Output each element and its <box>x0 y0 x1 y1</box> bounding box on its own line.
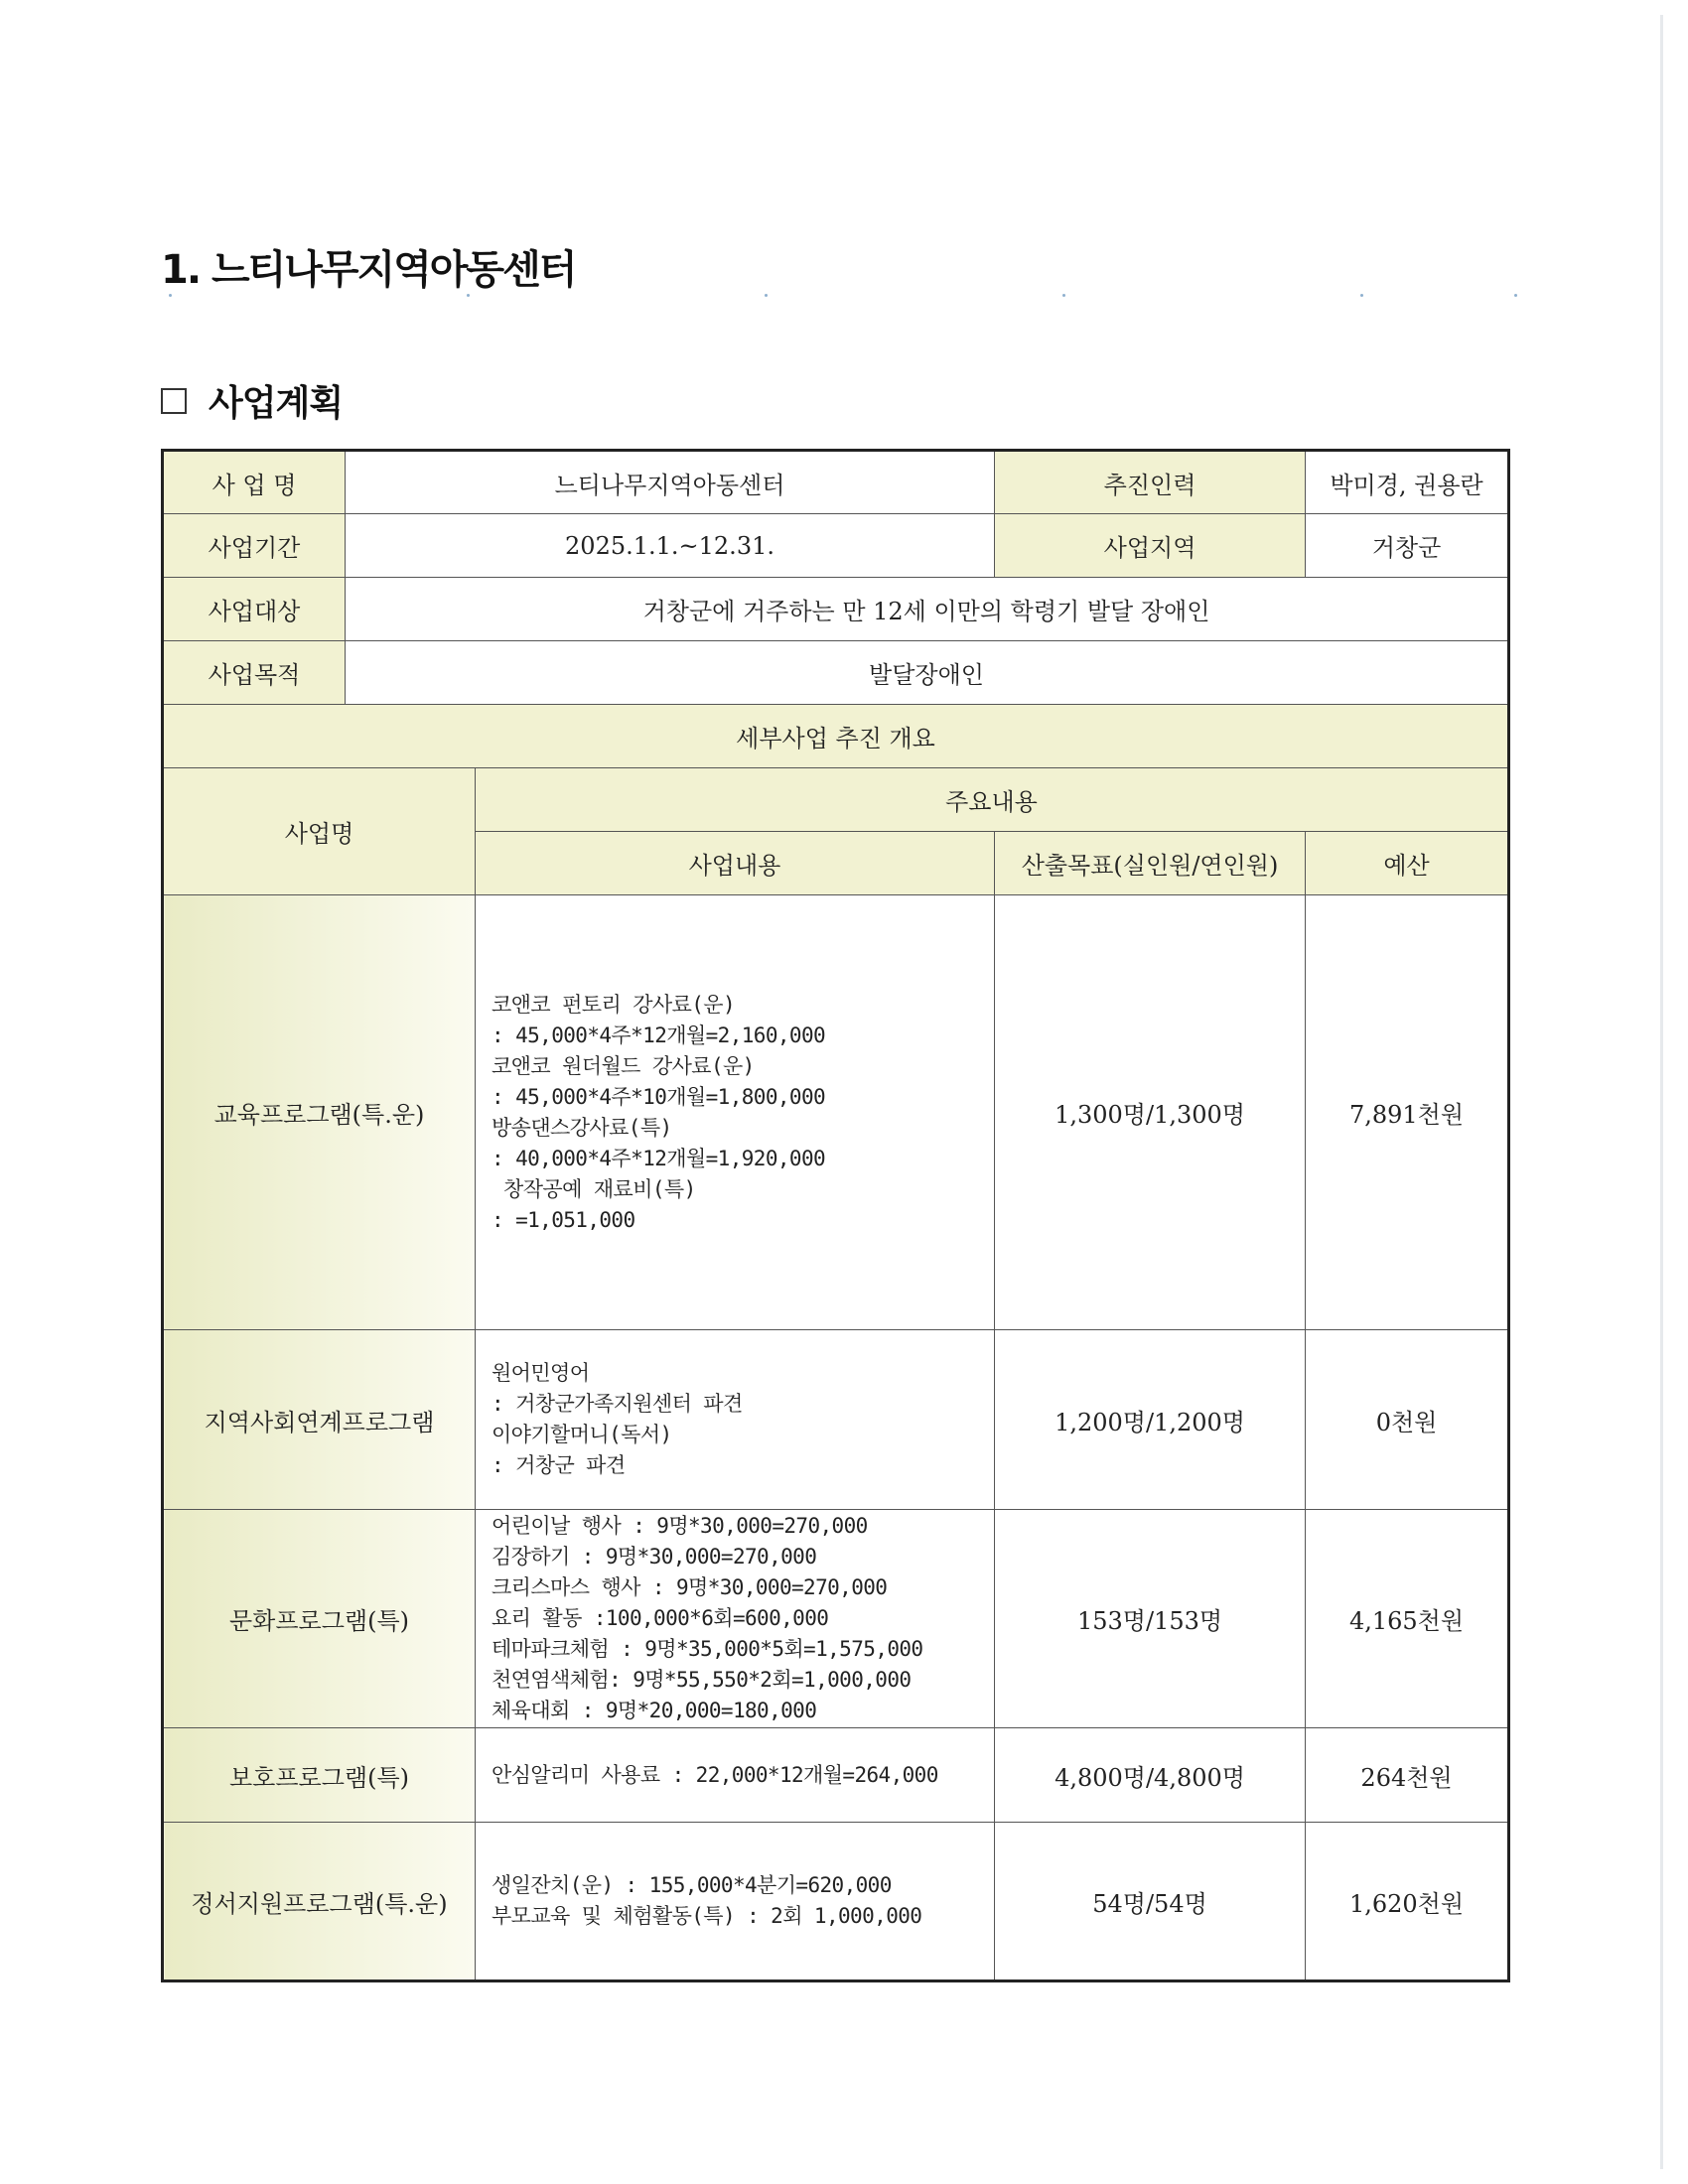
program-content <box>476 1330 995 1510</box>
table-row <box>163 1510 1509 1728</box>
program-budget: 264천원 <box>1306 1728 1509 1823</box>
program-content <box>476 1510 995 1728</box>
program-name: 정서지원프로그램(특.운) <box>163 1823 476 1981</box>
content-line: : 거창군 파견 <box>492 1453 626 1477</box>
col-header-main: 주요내용 <box>476 768 1509 832</box>
scan-dot <box>1360 294 1363 297</box>
content-line: 창작공예 재료비(특) <box>492 1176 696 1201</box>
content-line: 요리 활동 :100,000*6회=600,000 <box>492 1606 829 1630</box>
program-budget: 1,620천원 <box>1306 1823 1509 1981</box>
program-name: 지역사회연계프로그램 <box>163 1330 476 1510</box>
section-heading <box>161 375 343 426</box>
content-line: 생일잔치(운) : 155,000*4분기=620,000 <box>492 1873 892 1897</box>
content-line: : 45,000*4주*10개월=1,800,000 <box>492 1084 826 1109</box>
period-label: 사업기간 <box>163 514 346 578</box>
content-line: 원어민영어 <box>492 1361 590 1385</box>
program-name: 보호프로그램(특) <box>163 1728 476 1823</box>
checkbox-icon <box>161 388 187 414</box>
scan-dot <box>1514 294 1517 297</box>
program-content <box>476 1728 995 1823</box>
content-line: 부모교육 및 체험활동(특) : 2회 1,000,000 <box>492 1904 922 1928</box>
project-name-label: 사 업 명 <box>163 451 346 514</box>
staff-label: 추진인력 <box>995 451 1306 514</box>
region-label: 사업지역 <box>995 514 1306 578</box>
content-line: : 45,000*4주*12개월=2,160,000 <box>492 1023 826 1047</box>
content-line: 방송댄스강사료(특) <box>492 1115 672 1140</box>
page-title: 1. 느티나무지역아동센터 <box>161 247 576 293</box>
content-line: 이야기할머니(독서) <box>492 1423 672 1446</box>
section-heading-text: 사업계획 <box>209 383 344 424</box>
content-line: 코앤코 펀토리 강사료(운) <box>492 992 736 1017</box>
purpose-value: 발달장애인 <box>346 641 1509 705</box>
content-line: 크리스마스 행사 : 9명*30,000=270,000 <box>492 1575 888 1599</box>
content-line: : =1,051,000 <box>492 1207 635 1232</box>
content-line: 체육대회 : 9명*20,000=180,000 <box>492 1699 817 1722</box>
program-budget: 0천원 <box>1306 1330 1509 1510</box>
target-label: 사업대상 <box>163 578 346 641</box>
col-header-name: 사업명 <box>163 768 476 895</box>
target-value: 거창군에 거주하는 만 12세 이만의 학령기 발달 장애인 <box>346 578 1509 641</box>
content-line: 어린이날 행사 : 9명*30,000=270,000 <box>492 1514 868 1538</box>
col-header-content: 사업내용 <box>476 832 995 895</box>
program-output-target: 54명/54명 <box>995 1823 1306 1981</box>
purpose-label: 사업목적 <box>163 641 346 705</box>
table-row <box>163 895 1509 1330</box>
content-line: : 40,000*4주*12개월=1,920,000 <box>492 1146 826 1170</box>
content-line: 테마파크체험 : 9명*35,000*5회=1,575,000 <box>492 1637 923 1661</box>
program-name: 교육프로그램(특.운) <box>163 895 476 1330</box>
scan-dot <box>1062 294 1065 297</box>
program-budget: 7,891천원 <box>1306 895 1509 1330</box>
scan-dot <box>765 294 768 297</box>
content-line: 천연염색체험: 9명*55,550*2회=1,000,000 <box>492 1668 912 1692</box>
col-header-target: 산출목표(실인원/연인원) <box>995 832 1306 895</box>
region-value: 거창군 <box>1306 514 1509 578</box>
program-budget: 4,165천원 <box>1306 1510 1509 1728</box>
project-name-value: 느티나무지역아동센터 <box>346 451 995 514</box>
program-output-target: 1,300명/1,300명 <box>995 895 1306 1330</box>
content-line: 김장하기 : 9명*30,000=270,000 <box>492 1545 817 1569</box>
program-name: 문화프로그램(특) <box>163 1510 476 1728</box>
detail-section-title: 세부사업 추진 개요 <box>163 705 1509 768</box>
program-content <box>476 895 995 1330</box>
program-output-target: 4,800명/4,800명 <box>995 1728 1306 1823</box>
table-row <box>163 1330 1509 1510</box>
content-line: 코앤코 원더월드 강사료(운) <box>492 1053 755 1078</box>
col-header-budget: 예산 <box>1306 832 1509 895</box>
program-content <box>476 1823 995 1981</box>
business-plan-table <box>161 449 1510 1982</box>
program-output-target: 1,200명/1,200명 <box>995 1330 1306 1510</box>
table-row <box>163 1823 1509 1981</box>
content-line: 안심알리미 사용료 : 22,000*12개월=264,000 <box>492 1762 938 1787</box>
staff-value: 박미경, 권용란 <box>1306 451 1509 514</box>
scan-edge-line <box>1660 15 1663 2169</box>
program-output-target: 153명/153명 <box>995 1510 1306 1728</box>
content-line: : 거창군가족지원센터 파견 <box>492 1392 743 1416</box>
period-value: 2025.1.1.~12.31. <box>346 514 995 578</box>
table-row <box>163 1728 1509 1823</box>
